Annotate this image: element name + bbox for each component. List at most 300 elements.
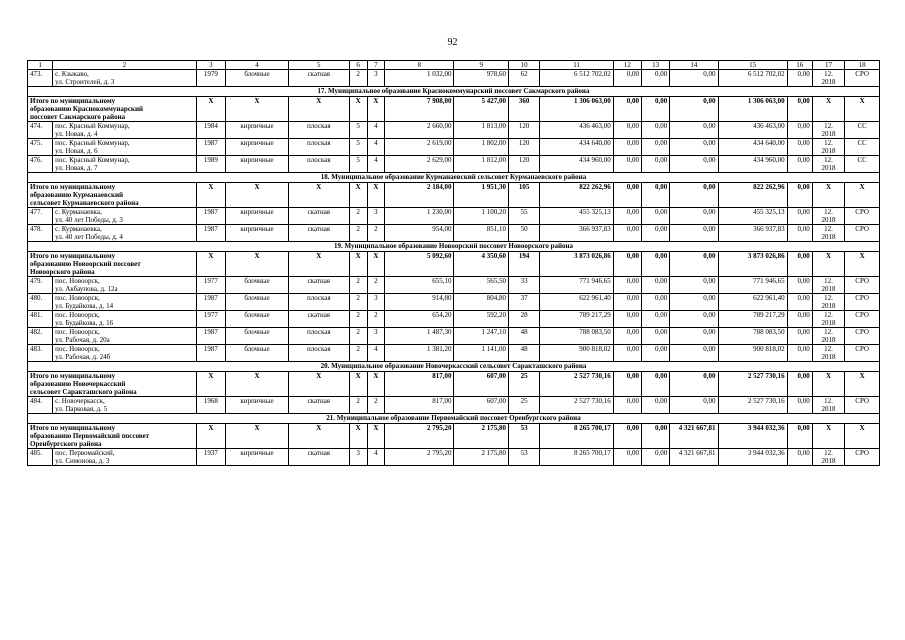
column-number: 15 [718, 61, 787, 70]
wall-cell: блочные [226, 277, 289, 294]
fund-cell: 771 946,65 [718, 277, 787, 294]
column-number: 11 [540, 61, 613, 70]
method-cell: X [845, 97, 880, 122]
fund-cell: 0,00 [787, 424, 812, 449]
area-living-cell: 2 175,80 [454, 424, 508, 449]
fund-cell: 0,00 [642, 225, 670, 242]
area-living-cell: 4 350,60 [454, 252, 508, 277]
fund-cell: 0,00 [613, 97, 641, 122]
address-line: пос. Новоорск, [55, 311, 100, 319]
total-label-line: Новоорского района [30, 268, 95, 276]
address-line: пос. Красный Коммунар, [55, 156, 130, 164]
column-number: 5 [288, 61, 349, 70]
roof-cell: плоская [288, 328, 349, 345]
year-cell: 1984 [196, 122, 225, 139]
date-line: 2018 [821, 147, 836, 155]
fund-cell: 0,00 [787, 252, 812, 277]
floors-cell: X [349, 97, 367, 122]
area-living-cell: 1 813,00 [454, 122, 508, 139]
column-number: 1 [28, 61, 53, 70]
method-cell: СРО [845, 345, 880, 362]
fund-cell: 0,00 [642, 345, 670, 362]
column-number: 6 [349, 61, 367, 70]
year-cell: 1987 [196, 328, 225, 345]
cost-cell: 6 512 702,02 [540, 70, 613, 87]
residents-cell: 360 [508, 97, 539, 122]
address-line: пос. Красный Коммунар, [55, 139, 130, 147]
date-line: 12. [824, 122, 833, 130]
residents-cell: 28 [508, 311, 539, 328]
floors-cell: 2 [349, 294, 367, 311]
fund-cell: 0,00 [670, 345, 718, 362]
date-cell [812, 397, 844, 414]
floors-cell: 2 [349, 277, 367, 294]
section-heading-row [28, 414, 880, 424]
address-line: ул. Строителей, д. 3 [55, 78, 115, 86]
cost-cell: 434 640,00 [540, 139, 613, 156]
floors-cell: 5 [349, 156, 367, 173]
column-number: 18 [845, 61, 880, 70]
fund-cell: 0,00 [670, 397, 718, 414]
section-heading: 19. Муниципальное образование Новоорский поссовет Новоорского района [28, 242, 880, 252]
residents-cell: 48 [508, 328, 539, 345]
wall-cell: кирпичные [226, 122, 289, 139]
area-cell: 817,00 [385, 397, 454, 414]
row-number: 478. [28, 225, 53, 242]
address-cell [53, 449, 197, 466]
data-row [28, 397, 880, 414]
roof-cell: X [288, 97, 349, 122]
area-living-cell: 607,00 [454, 372, 508, 397]
total-label [28, 424, 197, 449]
address-line: с. Новочеркасск, [55, 397, 105, 405]
date-cell: X [812, 183, 844, 208]
total-label-line: Итого по муниципальному [30, 183, 116, 191]
method-cell: СРО [845, 449, 880, 466]
date-cell [812, 70, 844, 87]
row-number: 481. [28, 311, 53, 328]
fund-cell: 0,00 [670, 70, 718, 87]
floors-cell: 2 [349, 328, 367, 345]
wall-cell: X [226, 372, 289, 397]
housing-table [27, 60, 880, 466]
fund-cell: 436 463,00 [718, 122, 787, 139]
row-number: 479. [28, 277, 53, 294]
column-number: 17 [812, 61, 844, 70]
fund-cell: 1 306 063,00 [718, 97, 787, 122]
floors-cell: X [349, 183, 367, 208]
fund-cell: 0,00 [787, 122, 812, 139]
method-cell: СС [845, 139, 880, 156]
year-cell: 1979 [196, 70, 225, 87]
year-cell: X [196, 183, 225, 208]
wall-cell: блочные [226, 328, 289, 345]
date-cell: X [812, 252, 844, 277]
area-cell: 2 184,00 [385, 183, 454, 208]
date-line: 2018 [821, 405, 836, 413]
wall-cell: X [226, 252, 289, 277]
entrances-cell: X [367, 183, 385, 208]
entrances-cell: 4 [367, 122, 385, 139]
date-line: 12. [824, 225, 833, 233]
address-cell [53, 208, 197, 225]
total-label-line: образованию Первомайский поссовет [30, 432, 150, 440]
total-row [28, 252, 880, 277]
area-living-cell: 1 141,00 [454, 345, 508, 362]
roof-cell: X [288, 424, 349, 449]
fund-cell: 0,00 [642, 252, 670, 277]
area-cell: 914,80 [385, 294, 454, 311]
floors-cell: X [349, 372, 367, 397]
fund-cell: 455 325,13 [718, 208, 787, 225]
year-cell: X [196, 97, 225, 122]
date-cell [812, 156, 844, 173]
fund-cell: 0,00 [787, 183, 812, 208]
wall-cell: кирпичные [226, 139, 289, 156]
date-cell [812, 311, 844, 328]
area-cell: 1 032,00 [385, 70, 454, 87]
wall-cell: блочные [226, 70, 289, 87]
floors-cell: 5 [349, 122, 367, 139]
floors-cell: 2 [349, 208, 367, 225]
column-number: 12 [613, 61, 641, 70]
roof-cell: плоская [288, 139, 349, 156]
address-line: ул. Новая, д. 4 [55, 130, 98, 138]
data-row [28, 122, 880, 139]
area-living-cell: 592,20 [454, 311, 508, 328]
section-heading: 18. Муниципальное образование Курманаевский сельсовет Курманаевского района [28, 173, 880, 183]
total-label-line: образованию Новоорский поссовет [30, 260, 141, 268]
fund-cell: 4 321 667,81 [670, 449, 718, 466]
wall-cell: кирпичные [226, 225, 289, 242]
fund-cell: 0,00 [642, 328, 670, 345]
address-line: пос. Красный Коммунар, [55, 122, 130, 130]
total-label [28, 372, 197, 397]
area-living-cell: 1 812,00 [454, 156, 508, 173]
area-cell: 654,20 [385, 311, 454, 328]
area-living-cell: 1 100,20 [454, 208, 508, 225]
fund-cell: 0,00 [787, 311, 812, 328]
total-label-line: сельсовет Саракташского района [30, 388, 137, 396]
area-living-cell: 565,50 [454, 277, 508, 294]
year-cell: 1987 [196, 225, 225, 242]
cost-cell: 771 946,65 [540, 277, 613, 294]
fund-cell: 366 937,83 [718, 225, 787, 242]
address-line: с. Курманаевка, [55, 208, 102, 216]
total-row [28, 97, 880, 122]
fund-cell: 0,00 [670, 277, 718, 294]
wall-cell: X [226, 183, 289, 208]
table-body [28, 61, 880, 466]
address-cell [53, 122, 197, 139]
fund-cell: 0,00 [642, 208, 670, 225]
date-line: 12. [824, 70, 833, 78]
total-label-line: образованию Краснокоммунарский [30, 105, 144, 113]
entrances-cell: 2 [367, 225, 385, 242]
area-living-cell: 1 247,10 [454, 328, 508, 345]
date-line: 2018 [821, 216, 836, 224]
total-label-line: Итого по муниципальному [30, 372, 116, 380]
residents-cell: 37 [508, 294, 539, 311]
column-number: 10 [508, 61, 539, 70]
fund-cell: 434 960,00 [718, 156, 787, 173]
date-line: 12. [824, 345, 833, 353]
section-heading-row [28, 173, 880, 183]
wall-cell: блочные [226, 311, 289, 328]
fund-cell: 2 527 730,16 [718, 372, 787, 397]
date-line: 2018 [821, 164, 836, 172]
fund-cell: 0,00 [642, 424, 670, 449]
fund-cell: 0,00 [670, 208, 718, 225]
fund-cell: 0,00 [613, 449, 641, 466]
area-cell: 2 619,00 [385, 139, 454, 156]
area-cell: 817,00 [385, 372, 454, 397]
entrances-cell: X [367, 252, 385, 277]
fund-cell: 0,00 [613, 328, 641, 345]
section-heading-row [28, 87, 880, 97]
column-number: 2 [53, 61, 197, 70]
residents-cell: 120 [508, 156, 539, 173]
roof-cell: плоская [288, 345, 349, 362]
row-number: 473. [28, 70, 53, 87]
wall-cell: блочные [226, 294, 289, 311]
entrances-cell: 3 [367, 208, 385, 225]
address-line: пос. Новоорск, [55, 277, 100, 285]
fund-cell: 0,00 [670, 156, 718, 173]
floors-cell: 3 [349, 449, 367, 466]
wall-cell: кирпичные [226, 156, 289, 173]
fund-cell: 0,00 [670, 311, 718, 328]
fund-cell: 0,00 [613, 225, 641, 242]
date-line: 12. [824, 328, 833, 336]
fund-cell: 0,00 [670, 183, 718, 208]
area-living-cell: 978,60 [454, 70, 508, 87]
roof-cell: скатная [288, 397, 349, 414]
fund-cell: 0,00 [642, 449, 670, 466]
address-line: пос. Новоорск, [55, 328, 100, 336]
entrances-cell: 2 [367, 277, 385, 294]
fund-cell: 0,00 [670, 252, 718, 277]
year-cell: X [196, 424, 225, 449]
date-cell [812, 225, 844, 242]
row-number: 484. [28, 397, 53, 414]
area-cell: 2 629,00 [385, 156, 454, 173]
fund-cell: 0,00 [787, 294, 812, 311]
area-cell: 5 092,60 [385, 252, 454, 277]
entrances-cell: X [367, 97, 385, 122]
section-heading-row [28, 362, 880, 372]
floors-cell: 2 [349, 225, 367, 242]
method-cell: X [845, 372, 880, 397]
floors-cell: 2 [349, 345, 367, 362]
date-line: 2018 [821, 78, 836, 86]
fund-cell: 0,00 [613, 156, 641, 173]
date-line: 2018 [821, 285, 836, 293]
area-living-cell: 1 802,00 [454, 139, 508, 156]
fund-cell: 622 961,40 [718, 294, 787, 311]
total-label-line: образованию Курманаевский [30, 191, 124, 199]
address-line: пос. Первомайский, [55, 449, 115, 457]
data-row [28, 294, 880, 311]
date-cell: X [812, 97, 844, 122]
year-cell: X [196, 372, 225, 397]
address-line: пос. Новоорск, [55, 345, 100, 353]
data-row [28, 449, 880, 466]
method-cell: СРО [845, 311, 880, 328]
fund-cell: 0,00 [670, 225, 718, 242]
fund-cell: 0,00 [642, 311, 670, 328]
date-cell [812, 449, 844, 466]
date-cell [812, 277, 844, 294]
column-number: 9 [454, 61, 508, 70]
residents-cell: 50 [508, 225, 539, 242]
fund-cell: 0,00 [787, 225, 812, 242]
address-line: ул. Новая, д. 7 [55, 164, 98, 172]
column-number: 4 [226, 61, 289, 70]
fund-cell: 0,00 [787, 70, 812, 87]
roof-cell: X [288, 183, 349, 208]
method-cell: X [845, 424, 880, 449]
fund-cell: 0,00 [613, 122, 641, 139]
cost-cell: 434 960,00 [540, 156, 613, 173]
row-number: 483. [28, 345, 53, 362]
method-cell: СРО [845, 70, 880, 87]
date-line: 2018 [821, 457, 836, 465]
entrances-cell: 4 [367, 449, 385, 466]
cost-cell: 436 463,00 [540, 122, 613, 139]
fund-cell: 0,00 [613, 277, 641, 294]
fund-cell: 3 873 026,86 [718, 252, 787, 277]
row-number: 482. [28, 328, 53, 345]
fund-cell: 0,00 [670, 97, 718, 122]
date-cell [812, 345, 844, 362]
row-number: 485. [28, 449, 53, 466]
section-heading: 17. Муниципальное образование Краснокоммунарский поссовет Сакмарского района [28, 87, 880, 97]
data-row [28, 311, 880, 328]
column-number: 13 [642, 61, 670, 70]
cost-cell: 822 262,96 [540, 183, 613, 208]
wall-cell: X [226, 424, 289, 449]
data-row [28, 345, 880, 362]
data-row [28, 225, 880, 242]
wall-cell: кирпичные [226, 397, 289, 414]
year-cell: 1968 [196, 397, 225, 414]
entrances-cell: X [367, 372, 385, 397]
fund-cell: 0,00 [787, 208, 812, 225]
fund-cell: 0,00 [670, 122, 718, 139]
residents-cell: 105 [508, 183, 539, 208]
total-label-line: Итого по муниципальному [30, 97, 116, 105]
area-living-cell: 851,10 [454, 225, 508, 242]
year-cell: X [196, 252, 225, 277]
date-line: 2018 [821, 130, 836, 138]
row-number: 474. [28, 122, 53, 139]
section-heading: 21. Муниципальное образование Первомайский поссовет Оренбургского района [28, 414, 880, 424]
fund-cell: 0,00 [787, 277, 812, 294]
cost-cell: 366 937,83 [540, 225, 613, 242]
roof-cell: плоская [288, 122, 349, 139]
method-cell: СРО [845, 208, 880, 225]
fund-cell: 0,00 [642, 139, 670, 156]
fund-cell: 0,00 [613, 183, 641, 208]
cost-cell: 2 527 730,16 [540, 397, 613, 414]
date-line: 12. [824, 139, 833, 147]
fund-cell: 0,00 [787, 328, 812, 345]
residents-cell: 194 [508, 252, 539, 277]
entrances-cell: 2 [367, 397, 385, 414]
fund-cell: 0,00 [670, 294, 718, 311]
roof-cell: плоская [288, 156, 349, 173]
date-cell [812, 208, 844, 225]
cost-cell: 1 306 063,00 [540, 97, 613, 122]
data-row [28, 328, 880, 345]
fund-cell: 0,00 [642, 97, 670, 122]
column-number: 14 [670, 61, 718, 70]
address-line: ул. Парковая, д. 5 [55, 405, 108, 413]
address-line: с. Кзыкаво, [55, 70, 89, 78]
date-line: 12. [824, 294, 833, 302]
floors-cell: X [349, 424, 367, 449]
row-number: 477. [28, 208, 53, 225]
year-cell: 1937 [196, 449, 225, 466]
date-cell [812, 122, 844, 139]
wall-cell: кирпичные [226, 449, 289, 466]
column-number: 7 [367, 61, 385, 70]
roof-cell: скатная [288, 311, 349, 328]
fund-cell: 0,00 [787, 156, 812, 173]
address-line: ул. Будайкова, д. 14 [55, 302, 114, 310]
fund-cell: 0,00 [787, 139, 812, 156]
area-cell: 1 230,00 [385, 208, 454, 225]
fund-cell: 2 527 730,16 [718, 397, 787, 414]
floors-cell: 2 [349, 311, 367, 328]
floors-cell: 2 [349, 70, 367, 87]
fund-cell: 6 512 702,02 [718, 70, 787, 87]
date-line: 12. [824, 449, 833, 457]
roof-cell: скатная [288, 70, 349, 87]
data-row [28, 208, 880, 225]
address-line: ул. Акбаупова, д. 12а [55, 285, 118, 293]
fund-cell: 0,00 [613, 372, 641, 397]
address-cell [53, 156, 197, 173]
total-label-line: Итого по муниципальному [30, 252, 116, 260]
fund-cell: 0,00 [642, 397, 670, 414]
fund-cell: 0,00 [787, 372, 812, 397]
address-cell [53, 294, 197, 311]
date-cell [812, 294, 844, 311]
cost-cell: 8 265 700,17 [540, 424, 613, 449]
fund-cell: 0,00 [670, 139, 718, 156]
year-cell: 1987 [196, 345, 225, 362]
method-cell: СРО [845, 397, 880, 414]
date-line: 12. [824, 311, 833, 319]
date-cell [812, 328, 844, 345]
method-cell: СС [845, 156, 880, 173]
page-number: 92 [447, 37, 458, 48]
address-cell [53, 311, 197, 328]
fund-cell: 0,00 [642, 277, 670, 294]
data-row [28, 139, 880, 156]
address-line: пос. Новоорск, [55, 294, 100, 302]
address-cell [53, 139, 197, 156]
row-number: 475. [28, 139, 53, 156]
section-heading: 20. Муниципальное образование Новочеркасский сельсовет Саракташского района [28, 362, 880, 372]
column-number-row [28, 61, 880, 70]
method-cell: СС [845, 122, 880, 139]
date-line: 2018 [821, 353, 836, 361]
address-line: ул. Рабочая, д. 24б [55, 353, 111, 361]
date-line: 12. [824, 156, 833, 164]
